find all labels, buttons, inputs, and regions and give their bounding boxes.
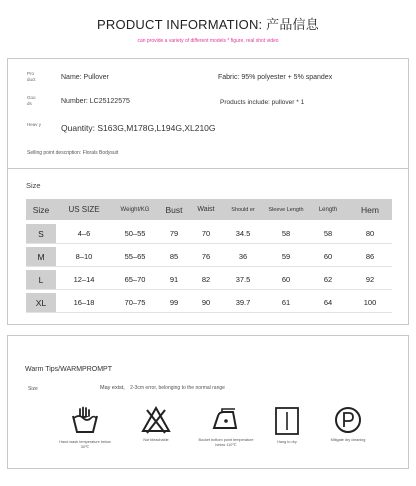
care-caption: Hand wash temperature below 30℃: [59, 440, 111, 449]
page-subtitle: can provide a variety of different models * figure, real shot video: [137, 38, 279, 44]
care-item-dry-clean: [318, 406, 378, 443]
col-header-us-size: US SIZE: [56, 199, 112, 221]
col-header-shoulder: Should er: [222, 199, 264, 221]
table-row: XL 16–18 70–75 99 90 39.7 61 64 100: [26, 293, 392, 313]
tips-heading: Warm Tips/WARMPROMPT: [25, 366, 112, 373]
product-includes: Products include: pullover * 1: [220, 99, 305, 106]
tips-size-label: Size: [28, 386, 38, 392]
hand-wash-icon: [71, 406, 99, 436]
product-info-card: [7, 58, 409, 169]
col-header-hem: Hem: [348, 199, 392, 221]
selling-point: Selling point description: Florals Bodysuit: [27, 150, 119, 156]
care-caption: Hang to dry: [277, 440, 297, 444]
care-item-hand-wash: [55, 406, 115, 450]
size-table: [26, 199, 392, 313]
care-caption: Not bleachable: [143, 438, 169, 442]
hang-dry-icon: [273, 406, 301, 436]
table-row: L 12–14 65–70 91 82 37.5 60 62 92: [26, 270, 392, 290]
care-item-no-bleach: [126, 406, 186, 443]
col-header-sleeve-length: Sleeve Length: [264, 199, 308, 221]
col-header-weight: Weight/KG: [112, 199, 158, 221]
product-name: Name: Pullover: [61, 74, 109, 81]
product-number: Number: LC25122575: [61, 98, 130, 105]
care-item-iron: [196, 406, 256, 448]
error-range-text: 2-3cm error, belonging to the normal range: [130, 385, 225, 391]
size-heading: Size: [26, 181, 41, 190]
heavy-label: Heav y: [27, 122, 42, 127]
col-header-size: Size: [26, 199, 56, 221]
col-header-length: Length: [308, 199, 348, 221]
iron-low-icon: [211, 406, 241, 434]
product-label: Pro duct: [27, 71, 36, 82]
size-chart-card: [7, 169, 409, 325]
warm-tips-card: [7, 335, 409, 469]
dry-clean-p-icon: [334, 406, 362, 434]
no-bleach-icon: [141, 406, 171, 434]
size-table-header: [26, 199, 392, 221]
care-caption: Mitigate dry cleaning: [330, 438, 366, 442]
col-header-waist: Waist: [190, 199, 222, 221]
care-caption: Bucket bottom point temperature below 110℃: [198, 438, 254, 447]
table-row: M 8–10 55–65 85 76 36 59 60 86: [26, 247, 392, 267]
goods-label: Goo ds: [27, 95, 36, 106]
may-exist-text: May exist,: [100, 385, 125, 391]
page-header: [0, 0, 416, 52]
care-item-hang-dry: [257, 406, 317, 445]
product-fabric: Fabric: 95% polyester + 5% spandex: [218, 74, 333, 81]
tips-error-note: [100, 385, 225, 391]
table-row: S 4–6 50–55 79 70 34.5 58 58 80: [26, 224, 392, 244]
page-title: PRODUCT INFORMATION: 产品信息: [97, 17, 319, 32]
col-header-bust: Bust: [158, 199, 190, 221]
product-quantity: Quantity: S163G,M178G,L194G,XL210G: [61, 123, 216, 133]
